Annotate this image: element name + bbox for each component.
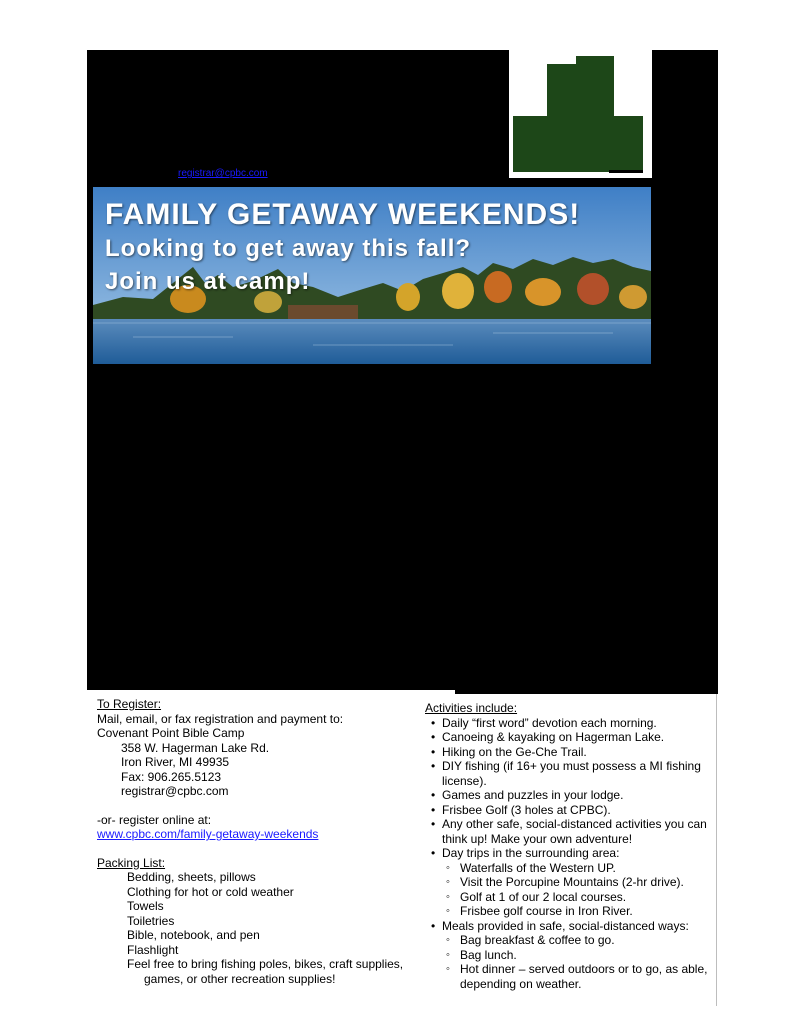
activities-column [425,701,725,991]
packing-item: Feel free to bring fishing poles, bikes, craft supplies, games, or other recreation supplies! [127,957,404,986]
packing-item: Flashlight [127,942,179,957]
packing-item: Bedding, sheets, pillows [127,870,256,884]
getaway-banner [93,187,651,364]
activity-item: • Hiking on the Ge-Che Trail. [425,745,725,760]
register-heading: To Register: [97,697,162,711]
meals-label: Meals provided in safe, social-distanced ways: [442,918,689,933]
column-divider [716,694,717,1006]
meal-item: ◦ Bag breakfast & coffee to go. [442,933,725,948]
address-line: Fax: 906.265.5123 [121,769,222,784]
register-online-link[interactable]: www.cpbc.com/family-getaway-weekends [97,827,319,841]
address-line: registrar@cpbc.com [121,784,229,798]
register-intro: Mail, email, or fax registration and payment to: [97,711,344,726]
activity-item: • Daily “first word” devotion each morning. [425,716,725,731]
packing-item: Bible, notebook, and pen [127,928,260,942]
packing-item: Towels [127,899,164,913]
registration-column [97,697,427,986]
activity-item: • Canoeing & kayaking on Hagerman Lake. [425,730,725,745]
packing-heading: Packing List: [97,855,166,870]
day-trip-item: ◦ Frisbee golf course in Iron River. [442,904,725,919]
meal-item: ◦ Bag lunch. [442,948,725,963]
day-trip-item: ◦ Visit the Porcupine Mountains (2-hr drive). [442,875,725,890]
address-line: Iron River, MI 49935 [121,755,230,769]
meal-item: ◦ Hot dinner – served outdoors or to go, as able, depending on weather. [442,962,725,991]
redacted-black-strip [455,688,718,694]
packing-item: Clothing for hot or cold weather [127,884,294,899]
activity-item: • Games and puzzles in your lodge. [425,788,725,803]
banner-subtitle-line2: Join us at camp! [105,268,311,295]
register-online-label: -or- register online at: [97,812,212,827]
activity-item-meals [425,919,725,992]
banner-subtitle-line1: Looking to get away this fall? [105,235,472,262]
activity-item: • DIY fishing (if 16+ you must possess a MI fishing license). [425,759,725,788]
day-trip-item: ◦ Golf at 1 of our 2 local courses. [442,890,725,905]
header-email-link[interactable]: registrar@cpbc.com [178,168,268,179]
activity-item: • Frisbee Golf (3 holes at CPBC). [425,803,725,818]
day-trip-item: ◦ Waterfalls of the Western UP. [442,861,725,876]
banner-title: FAMILY GETAWAY WEEKENDS! [105,198,581,231]
activities-heading: Activities include: [425,701,518,715]
day-trips-label: Day trips in the surrounding area: [442,846,620,860]
packing-item: Toiletries [127,913,175,928]
camp-logo [509,50,652,178]
address-line: 358 W. Hagerman Lake Rd. [121,740,270,755]
activity-item: • Any other safe, social-distanced activities you can think up! Make your own adventure! [425,817,725,846]
activity-item-day-trips [425,846,725,919]
register-org: Covenant Point Bible Camp [97,726,245,740]
